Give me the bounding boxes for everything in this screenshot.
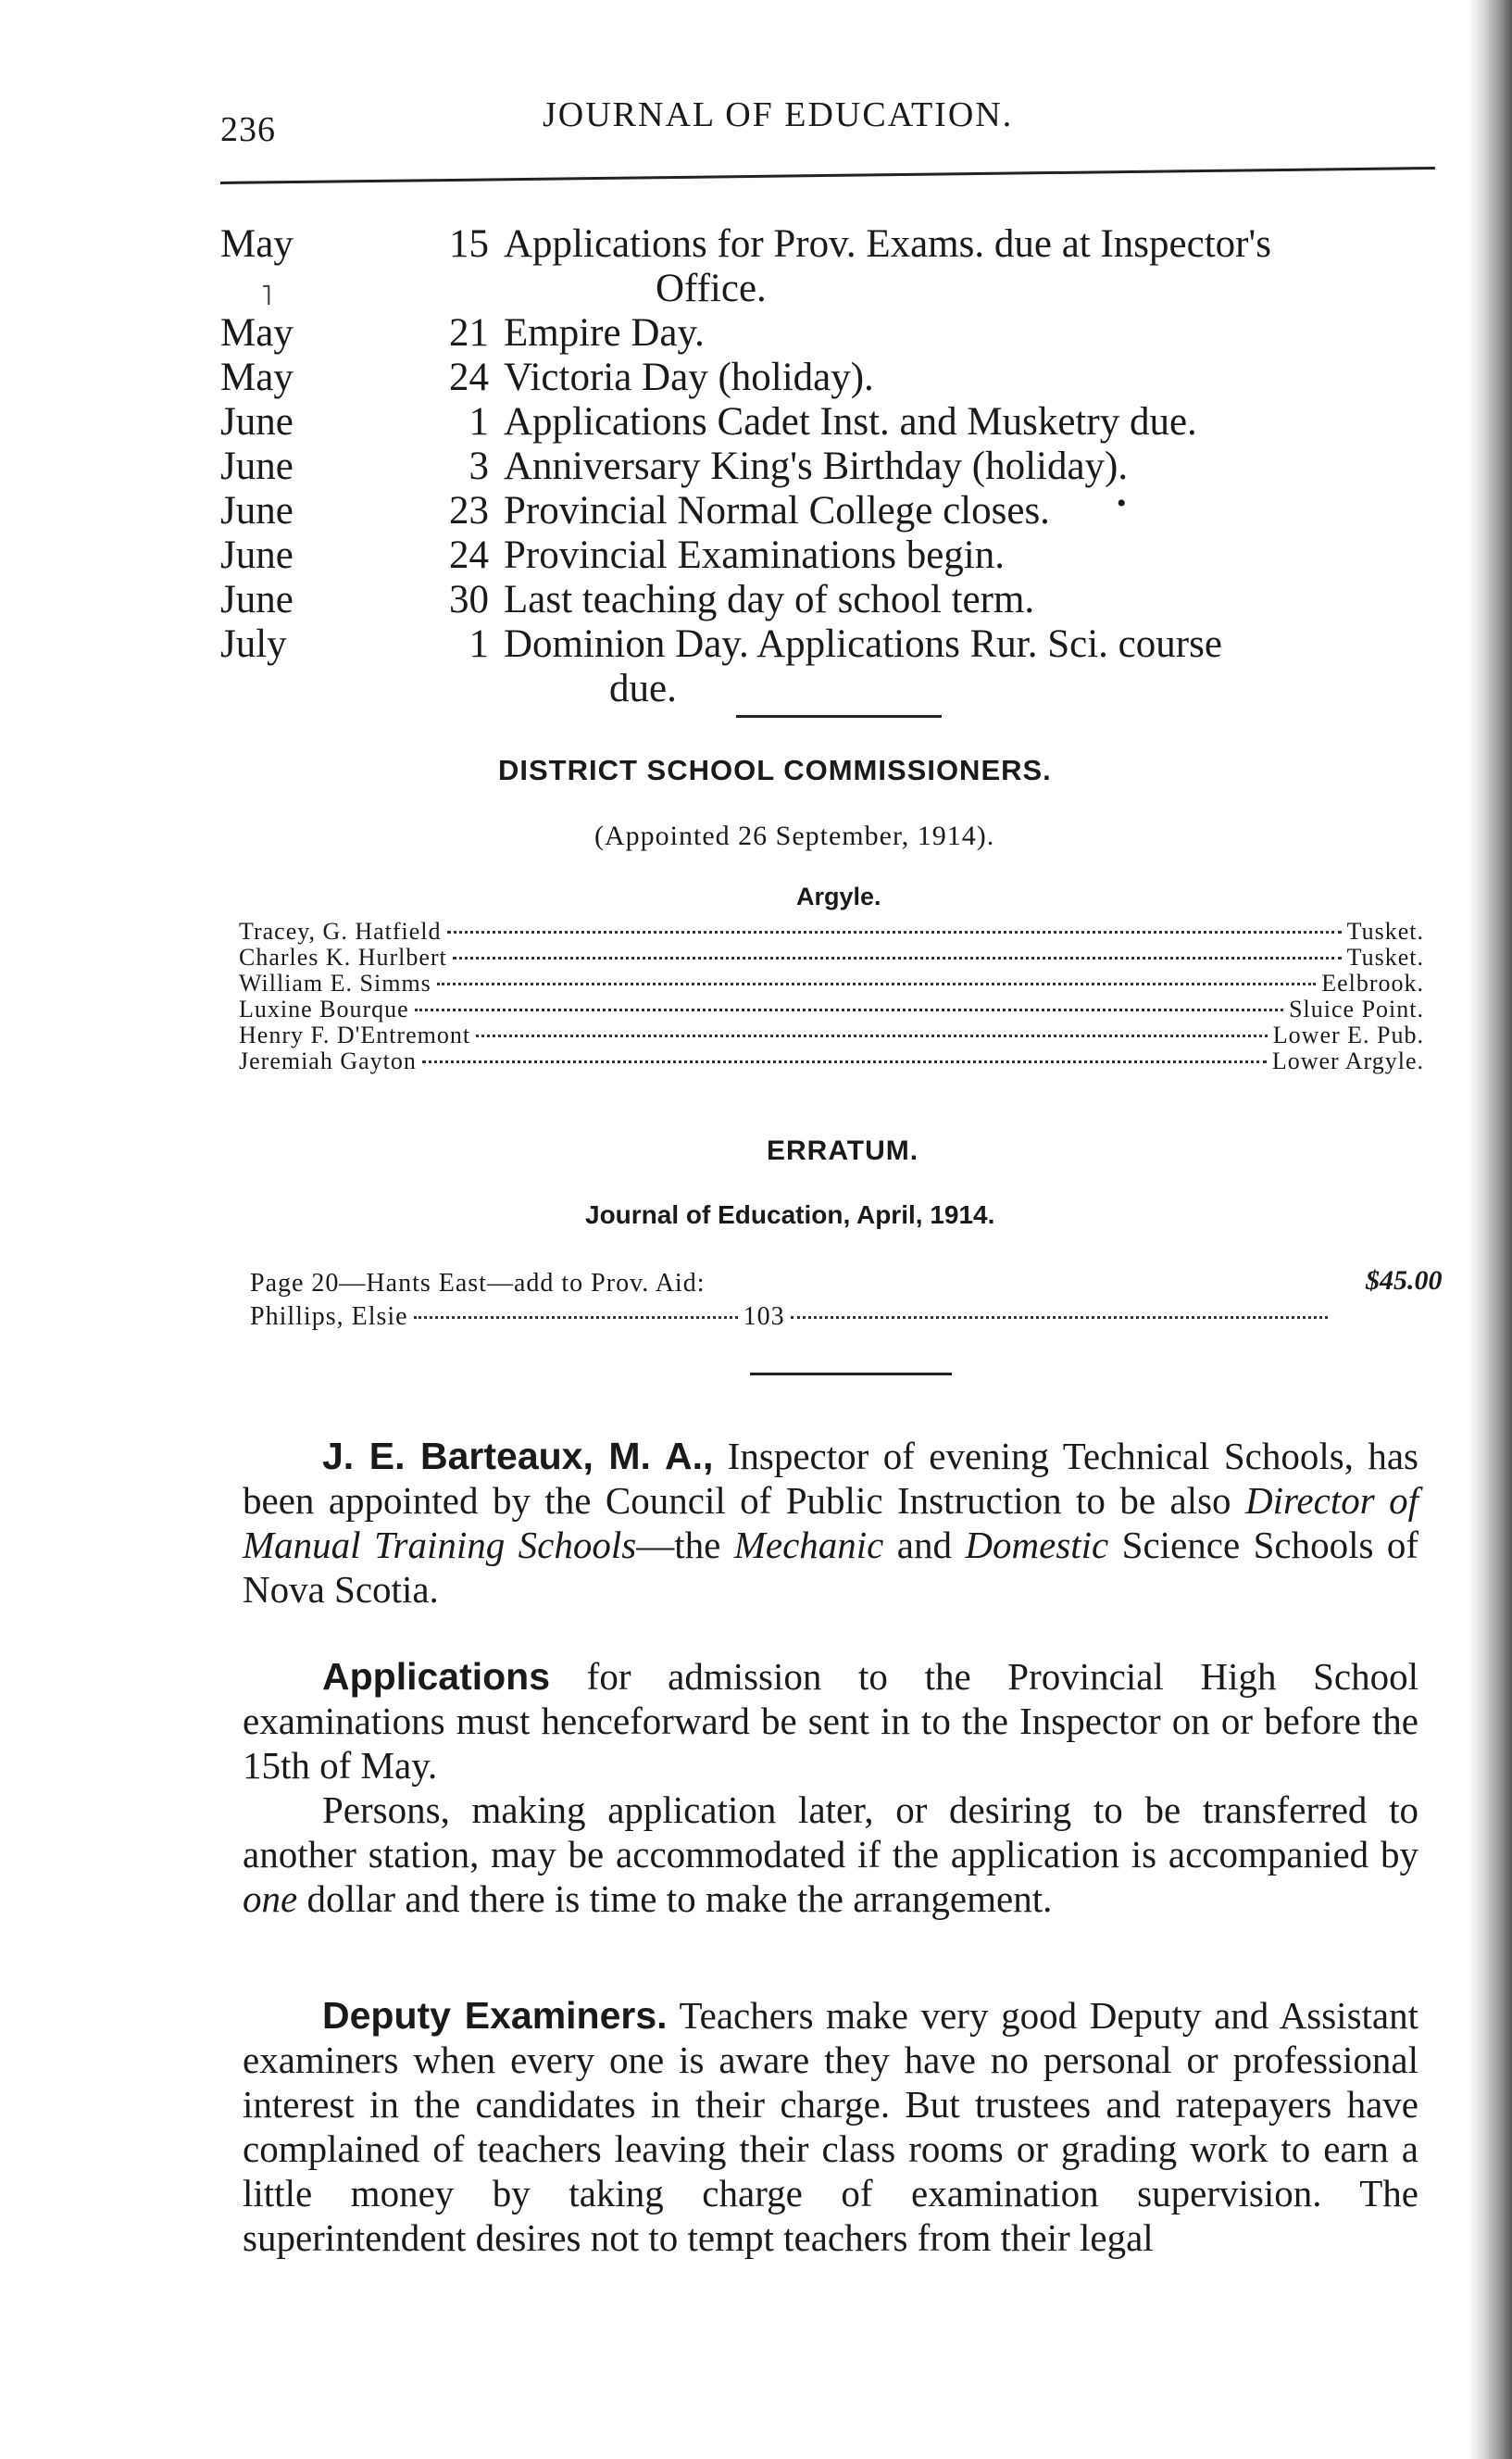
erratum-number: 103 bbox=[743, 1302, 785, 1331]
paragraph-text: for admission to the Provincial High School examinations must henceforward be sent in to the Inspector on or before the 15th of May. bbox=[243, 1655, 1418, 1787]
calendar-day: 15 bbox=[449, 222, 489, 266]
calendar-day: 24 bbox=[449, 533, 489, 577]
calendar-row bbox=[220, 356, 1452, 400]
appointment-note: (Appointed 26 September, 1914). bbox=[594, 821, 995, 851]
calendar-month: June bbox=[220, 578, 294, 621]
calendar-event: Empire Day. bbox=[504, 311, 705, 355]
page-number: 236 bbox=[220, 110, 276, 149]
paragraph-text: Persons, making application later, or desiring to be transferred to another station, may be accommodated if the application is accompanied by bbox=[243, 1788, 1418, 1876]
calendar-row bbox=[220, 400, 1452, 445]
paragraph-lead: J. E. Barteaux, M. A., bbox=[322, 1435, 714, 1477]
dot-leader bbox=[447, 931, 1342, 934]
list-item bbox=[239, 997, 1424, 1022]
calendar-event: Last teaching day of school term. bbox=[504, 578, 1035, 621]
commissioner-place: Lower E. Pub. bbox=[1272, 1022, 1424, 1048]
commissioner-name: William E. Simms bbox=[239, 970, 431, 997]
calendar-row bbox=[220, 533, 1452, 578]
calendar-row bbox=[220, 622, 1452, 711]
calendar-month: May bbox=[220, 311, 294, 355]
paragraph-text: Teachers make very good Deputy and Assistant examiners when every one is aware they have no personal or professional interest in the candidates in their charge. But trustees and ratepayers have complained of teachers leaving their class rooms or grading work to earn a little money by taking charge of examination supervision. The superintendent desires not to tempt teachers from their legal bbox=[243, 1994, 1419, 2259]
paragraph-persons bbox=[243, 1788, 1418, 1921]
calendar-day: 3 bbox=[469, 445, 489, 488]
calendar-row bbox=[220, 489, 1452, 533]
paragraph-barteaux bbox=[243, 1434, 1418, 1612]
dot-leader bbox=[437, 983, 1316, 985]
calendar-event: Anniversary King's Birthday (holiday). bbox=[504, 445, 1129, 488]
running-title: JOURNAL OF EDUCATION. bbox=[543, 95, 1014, 134]
calendar-day: 1 bbox=[469, 400, 489, 444]
calendar-row bbox=[220, 578, 1452, 622]
commissioner-place: Tusket. bbox=[1346, 944, 1424, 971]
paragraph-text: Inspector of evening Technical Schools, has been appointed by the Council of Public Instruction to be also bbox=[243, 1435, 1418, 1522]
list-item bbox=[239, 1048, 1424, 1074]
list-item bbox=[239, 971, 1424, 997]
calendar-event: Dominion Day. Applications Rur. Sci. course bbox=[504, 622, 1222, 666]
paragraph-text: Science Schools of Nova Scotia. bbox=[243, 1524, 1419, 1611]
paragraph-italic: one bbox=[243, 1877, 298, 1920]
commissioner-name: Charles K. Hurlbert bbox=[239, 944, 447, 971]
section-divider bbox=[750, 1373, 952, 1375]
calendar-month: May bbox=[220, 356, 294, 399]
dot-leader bbox=[791, 1316, 1328, 1319]
list-item bbox=[239, 919, 1424, 945]
paragraph-lead: Applications bbox=[322, 1655, 551, 1698]
erratum-line: Page 20—Hants East—add to Prov. Aid: bbox=[250, 1269, 706, 1298]
list-item bbox=[239, 1022, 1424, 1048]
dot-leader bbox=[422, 1060, 1267, 1063]
stray-ink-dot: • bbox=[1117, 488, 1127, 519]
calendar-event: Applications for Prov. Exams. due at Inspector's bbox=[504, 222, 1271, 266]
commissioner-name: Tracey, G. Hatfield bbox=[239, 918, 442, 945]
paragraph-text: and bbox=[883, 1524, 966, 1566]
erratum-heading: ERRATUM. bbox=[767, 1135, 919, 1166]
section-divider bbox=[736, 715, 942, 718]
commissioner-name: Luxine Bourque bbox=[239, 996, 409, 1022]
dot-leader bbox=[415, 1009, 1283, 1011]
paragraph-italic: Mechanic bbox=[733, 1524, 884, 1566]
calendar-row bbox=[220, 445, 1452, 489]
erratum-amount: $45.00 bbox=[1366, 1265, 1443, 1296]
calendar-event: Provincial Examinations begin. bbox=[504, 533, 1005, 577]
paragraph-text: dollar and there is time to make the arrangement. bbox=[297, 1877, 1053, 1920]
paragraph-lead: Deputy Examiners. bbox=[322, 1994, 668, 2037]
paragraph-text: —the bbox=[636, 1524, 734, 1566]
calendar-event: Applications Cadet Inst. and Musketry due. bbox=[504, 400, 1197, 444]
calendar-month: June bbox=[220, 400, 294, 444]
calendar-event-continuation: due. bbox=[609, 667, 677, 710]
calendar-day: 24 bbox=[449, 356, 489, 399]
calendar-day: 30 bbox=[449, 578, 489, 621]
calendar-month: June bbox=[220, 489, 294, 533]
ink-blot-mark: ˥ bbox=[261, 281, 272, 311]
calendar-month: June bbox=[220, 533, 294, 577]
list-item bbox=[239, 945, 1424, 971]
list-item bbox=[250, 1304, 1333, 1330]
commissioner-place: Lower Argyle. bbox=[1271, 1048, 1424, 1074]
dot-leader bbox=[414, 1316, 738, 1319]
district-name: Argyle. bbox=[796, 883, 881, 910]
commissioner-list bbox=[239, 919, 1424, 1074]
paragraph-applications bbox=[243, 1654, 1418, 1788]
calendar-month: July bbox=[220, 622, 287, 666]
dot-leader bbox=[453, 957, 1342, 960]
dot-leader bbox=[476, 1035, 1268, 1037]
commissioner-place: Sluice Point. bbox=[1289, 996, 1424, 1022]
calendar-event: Provincial Normal College closes. bbox=[504, 489, 1050, 533]
erratum-source: Journal of Education, April, 1914. bbox=[585, 1200, 995, 1229]
section-heading: DISTRICT SCHOOL COMMISSIONERS. bbox=[498, 754, 1052, 786]
calendar-list bbox=[220, 222, 1452, 711]
paragraph-deputy bbox=[243, 1993, 1418, 2260]
calendar-day: 1 bbox=[469, 622, 489, 666]
header-rule bbox=[220, 167, 1435, 184]
paragraph-italic: Domestic bbox=[965, 1524, 1109, 1566]
paragraph-italic: Director of Manual Training Schools bbox=[243, 1479, 1418, 1566]
calendar-month: May bbox=[220, 222, 294, 266]
commissioner-name: Henry F. D'Entremont bbox=[239, 1022, 471, 1048]
calendar-event: Victoria Day (holiday). bbox=[504, 356, 874, 399]
commissioner-place: Tusket. bbox=[1346, 918, 1424, 945]
erratum-entry bbox=[250, 1304, 1333, 1330]
commissioner-place: Eelbrook. bbox=[1321, 970, 1424, 997]
calendar-row bbox=[220, 311, 1452, 356]
calendar-day: 21 bbox=[449, 311, 489, 355]
calendar-day: 23 bbox=[449, 489, 489, 533]
calendar-row bbox=[220, 222, 1452, 311]
erratum-name: Phillips, Elsie bbox=[250, 1302, 408, 1331]
commissioner-name: Jeremiah Gayton bbox=[239, 1048, 417, 1074]
calendar-event-continuation: Office. bbox=[656, 267, 767, 310]
calendar-month: June bbox=[220, 445, 294, 488]
